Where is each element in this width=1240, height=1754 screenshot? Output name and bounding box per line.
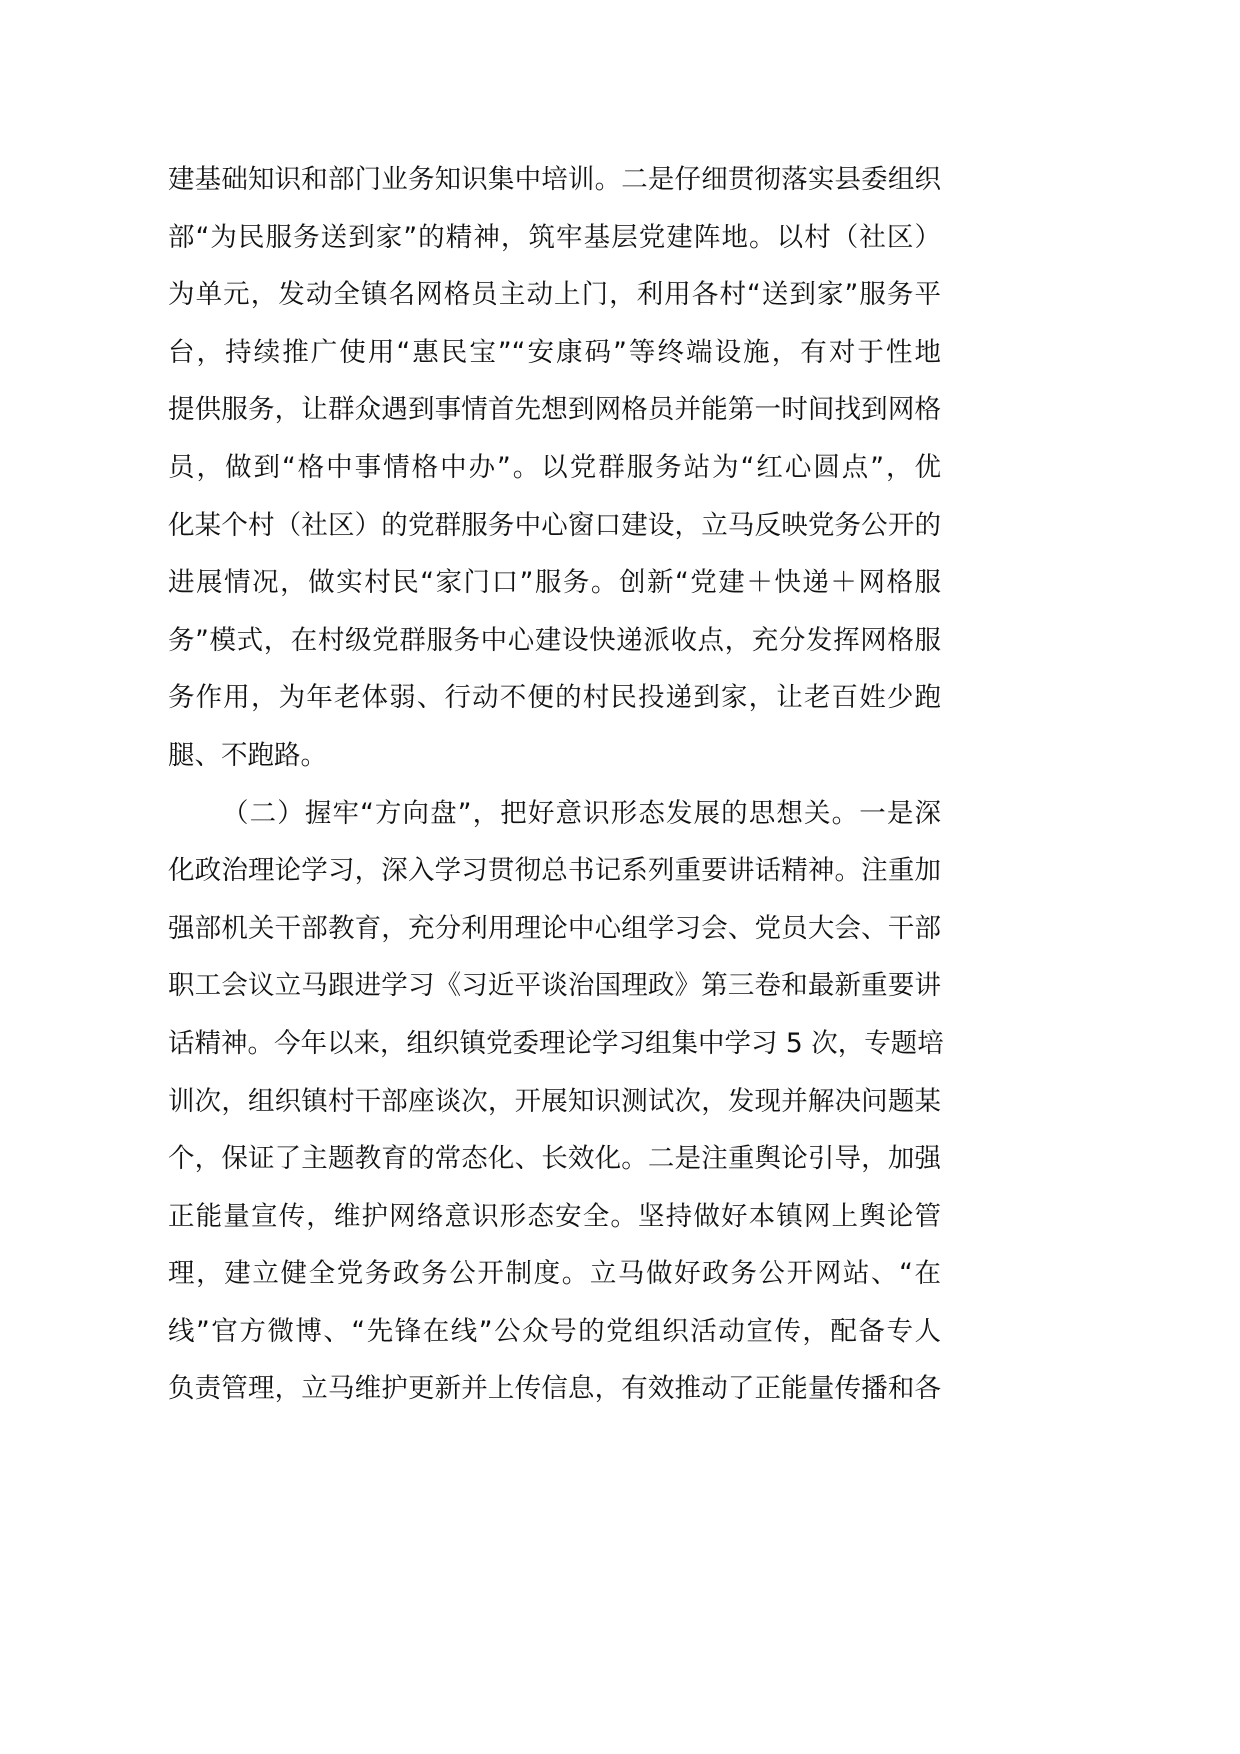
text-line: 进展情况，做实村民“家门口”服务。创新“党建＋快递＋网格服: [168, 567, 941, 599]
text-line: 化某个村（社区）的党群服务中心窗口建设，立马反映党务公开的: [168, 509, 941, 541]
text-line: 员，做到“格中事情格中办”。以党群服务站为“红心圆点”，优: [168, 451, 941, 483]
text-line: 个，保证了主题教育的常态化、长效化。二是注重舆论引导，加强: [168, 1143, 941, 1175]
text-line: 务作用，为年老体弱、行动不便的村民投递到家，让老百姓少跑: [168, 682, 941, 714]
text-line: 部“为民服务送到家”的精神，筑牢基层党建阵地。以村（社区）: [168, 221, 941, 253]
document-body: [168, 151, 944, 1418]
text-line: 理，建立健全党务政务公开制度。立马做好政务公开网站、“在: [168, 1258, 941, 1290]
section-heading-line: （二）握牢“方向盘”，把好意识形态发展的思想关。一是深: [222, 797, 941, 829]
text-line: 务”模式，在村级党群服务中心建设快递派收点，充分发挥网格服: [168, 624, 941, 656]
text-line: 建基础知识和部门业务知识集中培训。二是仔细贯彻落实县委组织: [168, 164, 941, 195]
text-line: 训次，组织镇村干部座谈次，开展知识测试次，发现并解决问题某: [168, 1085, 941, 1117]
text-line: 台，持续推广使用“惠民宝”“安康码”等终端设施，有对于性地: [168, 336, 941, 368]
text-line: 话精神。今年以来，组织镇党委理论学习组集中学习 5 次，专题培: [168, 1027, 944, 1059]
paragraph-end-line: 腿、不跑路。: [168, 739, 327, 771]
text-line: 强部机关干部教育，充分利用理论中心组学习会、党员大会、干部: [168, 912, 941, 944]
text-line: 线”官方微博、“先锋在线”公众号的党组织活动宣传，配备专人: [168, 1315, 941, 1347]
text-line: 负责管理，立马维护更新并上传信息，有效推动了正能量传播和各: [168, 1373, 941, 1405]
text-line: 为单元，发动全镇名网格员主动上门，利用各村“送到家”服务平: [168, 279, 941, 311]
text-line: 职工会议立马跟进学习《习近平谈治国理政》第三卷和最新重要讲: [168, 970, 941, 1002]
text-line: 提供服务，让群众遇到事情首先想到网格员并能第一时间找到网格: [168, 394, 941, 426]
text-line: 化政治理论学习，深入学习贯彻总书记系列重要讲话精神。注重加: [168, 855, 941, 887]
text-line: 正能量宣传，维护网络意识形态安全。坚持做好本镇网上舆论管: [168, 1200, 941, 1232]
